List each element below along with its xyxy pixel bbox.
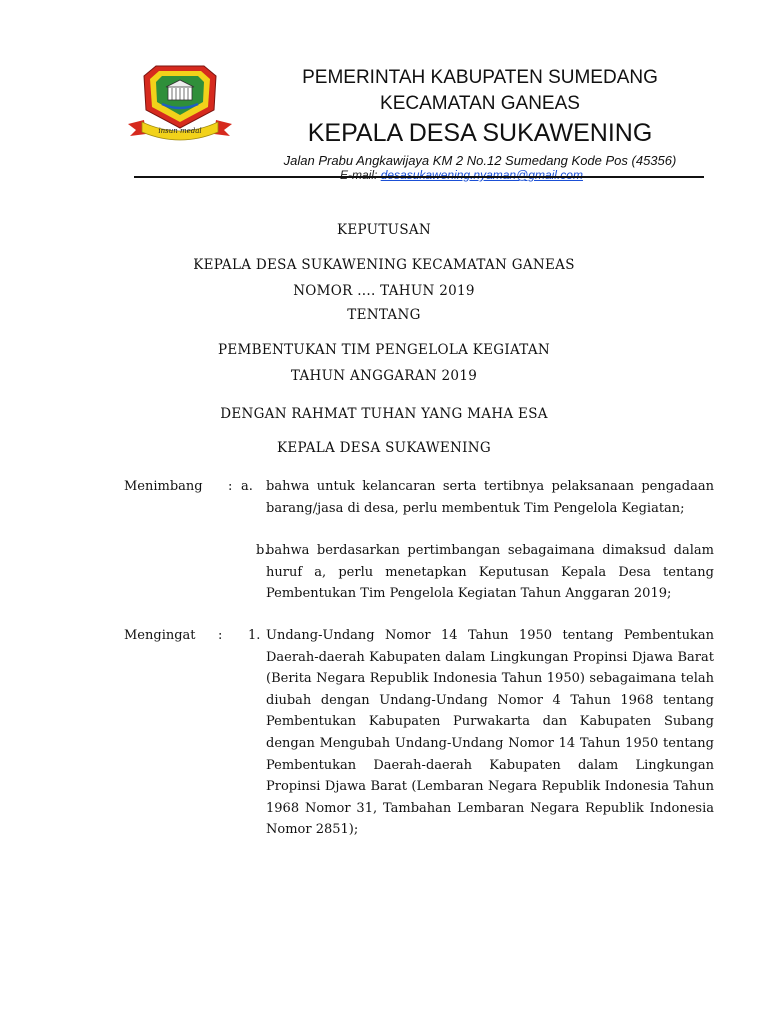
- letterhead-email: [340, 168, 583, 182]
- letterhead-divider: [134, 176, 704, 178]
- letterhead-government: PEMERINTAH KABUPATEN SUMEDANG: [302, 67, 658, 88]
- email-link[interactable]: desasukawening.nyaman@gmail.com: [380, 168, 583, 182]
- doc-rahmat: DENGAN RAHMAT TUHAN YANG MAHA ESA: [220, 406, 548, 422]
- doc-subject-line1: PEMBENTUKAN TIM PENGELOLA KEGIATAN: [217, 342, 551, 358]
- doc-issuer: KEPALA DESA SUKAWENING KECAMATAN GANEAS: [193, 257, 575, 273]
- mengingat-separator: :: [218, 628, 223, 643]
- menimbang-b-text: bahwa berdasarkan pertimbangan sebagaimana dimaksud dalam huruf a, perlu menetapkan Keputusan Kepala Desa tentang Pembentukan Tim Pengelola Kegiatan Tahun Anggaran 2019;: [266, 543, 714, 602]
- mengingat-1-text: Undang-Undang Nomor 14 Tahun 1950 tentang Pembentukan Daerah-daerah Kabupaten dalam Lingkungan Propinsi Djawa Barat (Berita Negara Republik Indonesia Tahun 1950) sebagaimana telah diubah dengan Undang-Undang Nomor 4 Tahun 1968 tentang Pembentukan Kabupaten Purwakarta dan Kabupaten Subang dengan Mengubah Undang-Undang Nomor 14 Tahun 1950 tentang Pembentukan Daerah-daerah Kabupaten dalam Lingkungan Propinsi Djawa Barat (Lembaran Negara Republik Indonesia Tahun 1968 Nomor 31, Tambahan Lembaran Negara Republik Indonesia Nomor 2851);: [266, 628, 714, 838]
- menimbang-a-text: bahwa untuk kelancaran serta tertibnya pelaksanaan pengadaan barang/jasa di desa, perlu membentuk Tim Pengelola Kegiatan;: [266, 479, 714, 516]
- doc-subject-line2: TAHUN ANGGARAN 2019: [290, 368, 478, 384]
- kabupaten-sumedang-logo: [126, 62, 234, 142]
- doc-kepala: KEPALA DESA SUKAWENING: [277, 440, 491, 456]
- menimbang-b-marker: b.: [256, 543, 269, 558]
- mengingat-label: Mengingat: [124, 628, 196, 643]
- doc-title-keputusan: KEPUTUSAN: [336, 222, 432, 238]
- doc-tentang: TENTANG: [347, 307, 421, 323]
- mengingat-1-marker: 1.: [248, 628, 261, 643]
- menimbang-a-marker: a.: [241, 479, 253, 494]
- email-label: E-mail:: [340, 168, 378, 182]
- letterhead-address: Jalan Prabu Angkawijaya KM 2 No.12 Sumedang Kode Pos (45356): [283, 153, 677, 168]
- menimbang-separator: :: [228, 479, 233, 494]
- letterhead-district: KECAMATAN GANEAS: [380, 93, 580, 114]
- menimbang-label: Menimbang: [124, 479, 203, 494]
- letterhead-office: KEPALA DESA SUKAWENING: [307, 119, 653, 147]
- doc-number: NOMOR .... TAHUN 2019: [293, 283, 475, 299]
- logo-ribbon-text: insun medal: [158, 127, 202, 135]
